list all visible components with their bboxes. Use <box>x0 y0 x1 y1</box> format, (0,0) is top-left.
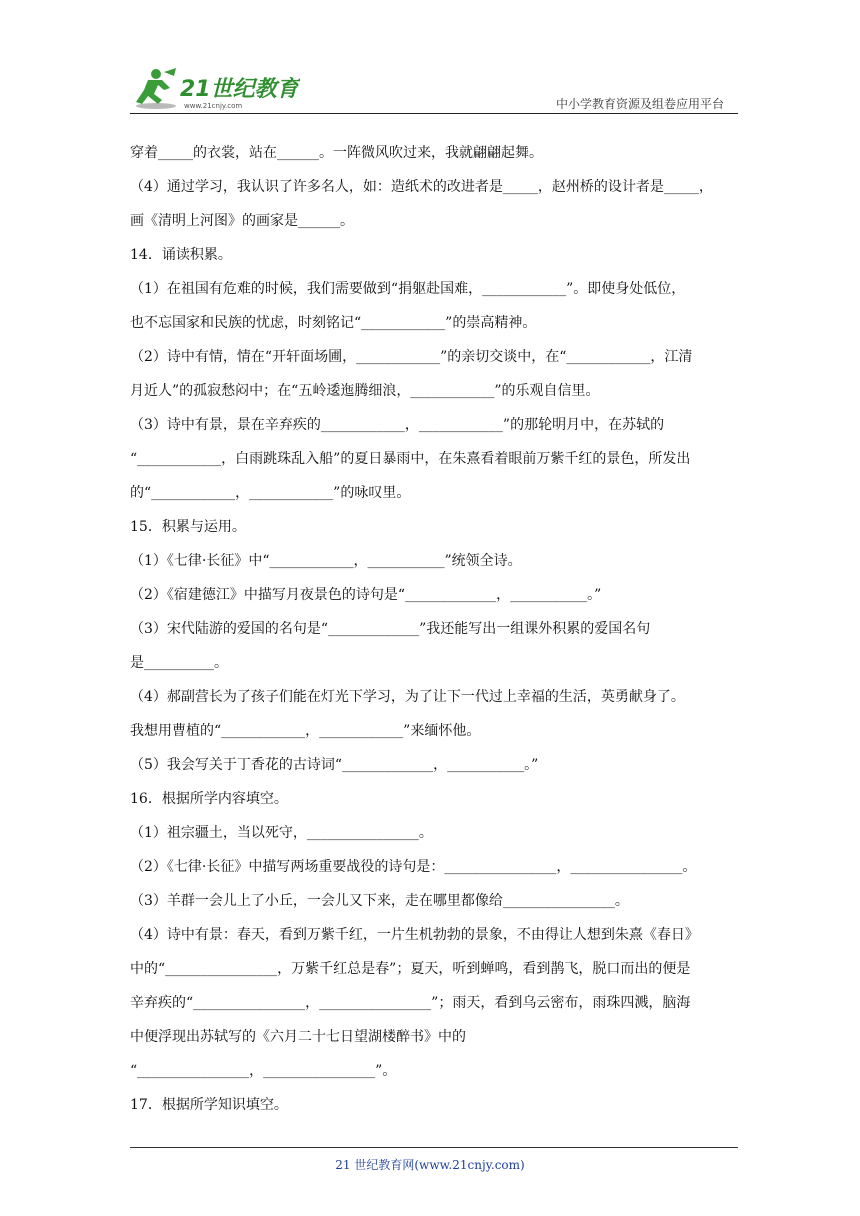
text-line: 中的“________________，万紫千红总是春”；夏天，听到蝉鸣，看到鹊飞，脱口而出的便是 <box>130 961 691 977</box>
text-line: 16．根据所学内容填空。 <box>130 791 288 807</box>
text-line: 辛弃疾的“________________，________________”；雨天，看到乌云密布，雨珠四溅，脑海 <box>130 995 691 1011</box>
document-body <box>130 142 740 1128</box>
text-line: （1）在祖国有危难的时候，我们需要做到“捐躯赴国难，____________”。即使身处低位， <box>130 281 686 297</box>
text-line: （1）《七律·长征》中“____________，___________”统领全诗。 <box>130 553 522 569</box>
text-line: 我想用曹植的“____________，____________”来缅怀他。 <box>130 723 481 739</box>
text-line: （4）通过学习，我认识了许多名人，如：造纸术的改进者是_____，赵州桥的设计者是_____， <box>130 179 713 195</box>
text-line: 中便浮现出苏轼写的《六月二十七日望湖楼醉书》中的 <box>130 1029 466 1045</box>
text-line: （2）《宿建德江》中描写月夜景色的诗句是“_____________，___________。” <box>130 587 602 603</box>
text-line: （4）诗中有景：春天，看到万紫千红，一片生机勃勃的景象，不由得让人想到朱熹《春日》 <box>130 927 699 943</box>
text-line: （3）宋代陆游的爱国的名句是“_____________”我还能写出一组课外积累的爱国名句 <box>130 621 651 637</box>
text-line: （1）祖宗疆土，当以死守，________________。 <box>130 825 433 841</box>
text-line: 月近人”的孤寂愁闷中；在“五岭逶迤腾细浪，____________”的乐观自信里。 <box>130 383 600 399</box>
text-line: 15．积累与运用。 <box>130 519 246 535</box>
text-line: （2）《七律·长征》中描写两场重要战役的诗句是：________________，________________。 <box>130 859 697 875</box>
text-line: 17．根据所学知识填空。 <box>130 1097 288 1113</box>
platform-title: 中小学教育资源及组卷应用平台 <box>555 97 724 111</box>
svg-text:www.21cnjy.com: www.21cnjy.com <box>184 102 243 110</box>
text-line: “____________，白雨跳珠乱入船”的夏日暴雨中，在朱熹看着眼前万紫千红的景色，所发出 <box>130 451 691 467</box>
text-line: （3）诗中有景，景在辛弃疾的____________，____________”的那轮明月中，在苏轼的 <box>130 417 665 433</box>
text-line: 也不忘国家和民族的忧虑，时刻铭记“____________”的崇高精神。 <box>130 315 537 331</box>
logo-21cnjy <box>130 66 300 112</box>
text-line: （4）郝副营长为了孩子们能在灯光下学习，为了让下一代过上幸福的生活，英勇献身了。 <box>130 689 685 705</box>
text-line: 穿着_____的衣裳，站在______。一阵微风吹过来，我就翩翩起舞。 <box>130 145 543 161</box>
header-divider <box>130 113 738 114</box>
text-line: （2）诗中有情，情在“开轩面场圃，____________”的亲切交谈中，在“____________，江清 <box>130 349 693 365</box>
text-line: 画《清明上河图》的画家是______。 <box>130 213 354 229</box>
text-line: “________________，________________”。 <box>130 1063 397 1079</box>
footer-divider <box>130 1147 738 1148</box>
text-line: （3）羊群一会儿上了小丘，一会儿又下来，走在哪里都像给________________。 <box>130 893 629 909</box>
text-line: 14．诵读积累。 <box>130 247 232 263</box>
text-line: 是__________。 <box>130 655 228 671</box>
svg-text:21世纪教育: 21世纪教育 <box>180 77 299 102</box>
text-line: 的“____________，____________”的咏叹里。 <box>130 485 411 501</box>
footer-text: 21 世纪教育网(www.21cnjy.com) <box>335 1158 525 1172</box>
page-header <box>130 66 738 114</box>
text-line: （5）我会写关于丁香花的古诗词“_____________，___________。” <box>130 757 539 773</box>
